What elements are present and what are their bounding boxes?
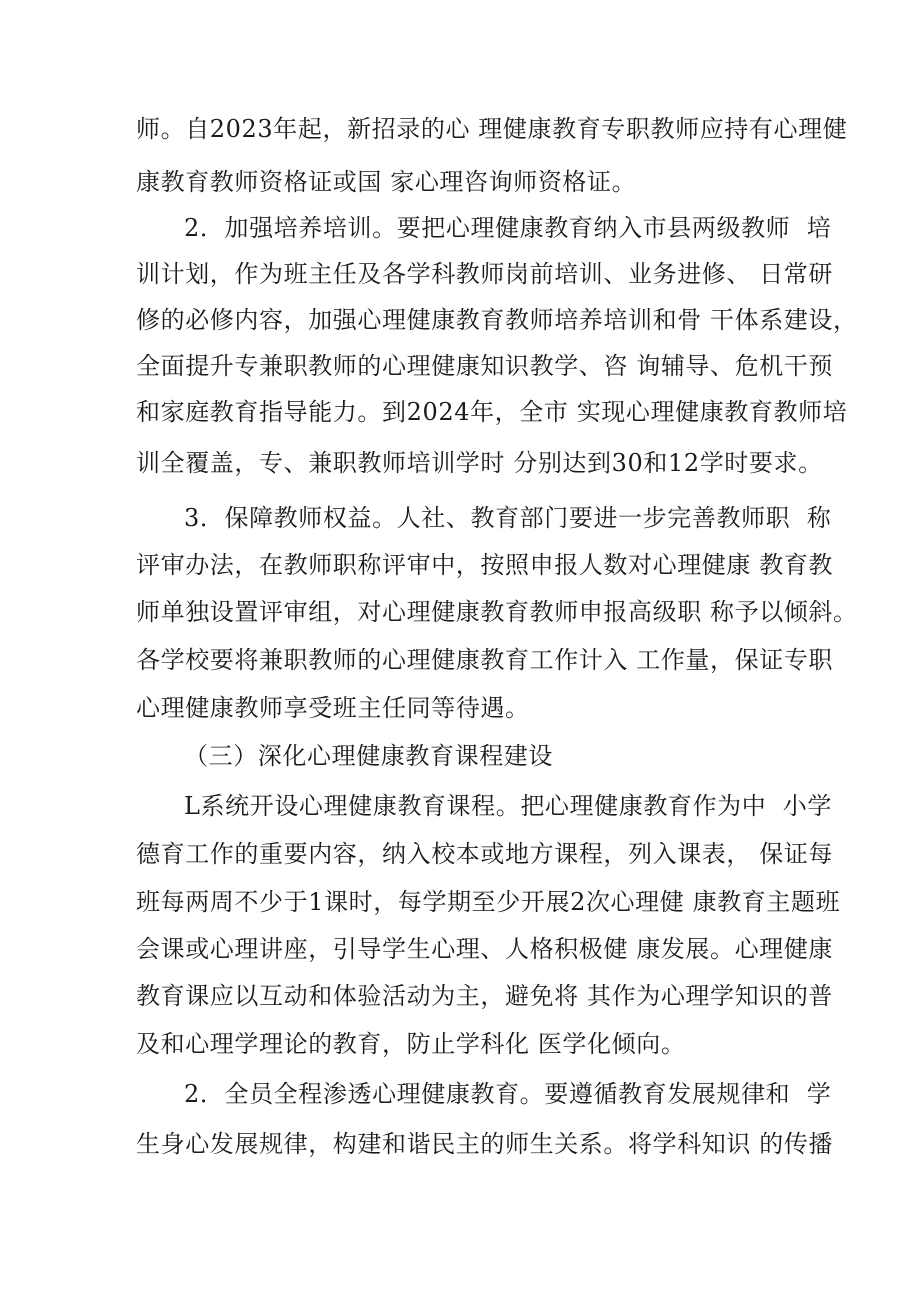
paragraph-start-line: 3．保障教师权益。人社、教育部门要进一步完善教师职 称 [184, 504, 832, 532]
paragraph-start-line: 2．全员全程渗透心理健康教育。要遵循教育发展规律和 学 [184, 1080, 832, 1108]
text-line: 和家庭教育指导能力。到2024年，全市 实现心理健康教育教师培 [136, 398, 848, 426]
text-line: 康教育教师资格证或国 家心理咨询师资格证。 [136, 168, 637, 196]
text-line: 全面提升专兼职教师的心理健康知识教学、咨 询辅导、危机干预 [136, 352, 834, 380]
text-line: 修的必修内容，加强心理健康教育教师培养培训和骨 干体系建设， [136, 306, 858, 334]
text-line: 训全覆盖，专、兼职教师培训学时 分别达到30和12学时要求。 [136, 449, 823, 477]
text-line: 教育课应以互动和体验活动为主，避免将 其作为心理学知识的普 [136, 982, 834, 1010]
section-heading: （三）深化心理健康教育课程建设 [184, 742, 553, 770]
text-line: 心理健康教师享受班主任同等待遇。 [136, 694, 530, 722]
text-line: 及和心理学理论的教育，防止学科化 医学化倾向。 [136, 1030, 686, 1058]
text-line: 师。自2023年起，新招录的心 理健康教育专职教师应持有心理健 [136, 115, 848, 143]
text-line: 会课或心理讲座，引导学生心理、人格积极健 康发展。心理健康 [136, 935, 834, 963]
text-line: 训计划，作为班主任及各学科教师岗前培训、业务进修、 日常研 [136, 260, 834, 288]
text-line: 评审办法，在教师职称评审中，按照申报人数对心理健康 教育教 [136, 551, 834, 579]
text-line: 班每两周不少于1课时，每学期至少开展2次心理健 康教育主题班 [136, 888, 841, 916]
text-line: 各学校要将兼职教师的心理健康教育工作计入 工作量，保证专职 [136, 646, 834, 674]
text-line: 德育工作的重要内容，纳入校本或地方课程，列入课表， 保证每 [136, 840, 834, 868]
paragraph-start-line: 2．加强培养培训。要把心理健康教育纳入市县两级教师 培 [184, 214, 832, 242]
text-line: 师单独设置评审组，对心理健康教育教师申报高级职 称予以倾斜。 [136, 598, 858, 626]
paragraph-start-line: L系统开设心理健康教育课程。把心理健康教育作为中 小学 [184, 792, 832, 820]
text-line: 生身心发展规律，构建和谐民主的师生关系。将学科知识 的传播 [136, 1130, 834, 1158]
